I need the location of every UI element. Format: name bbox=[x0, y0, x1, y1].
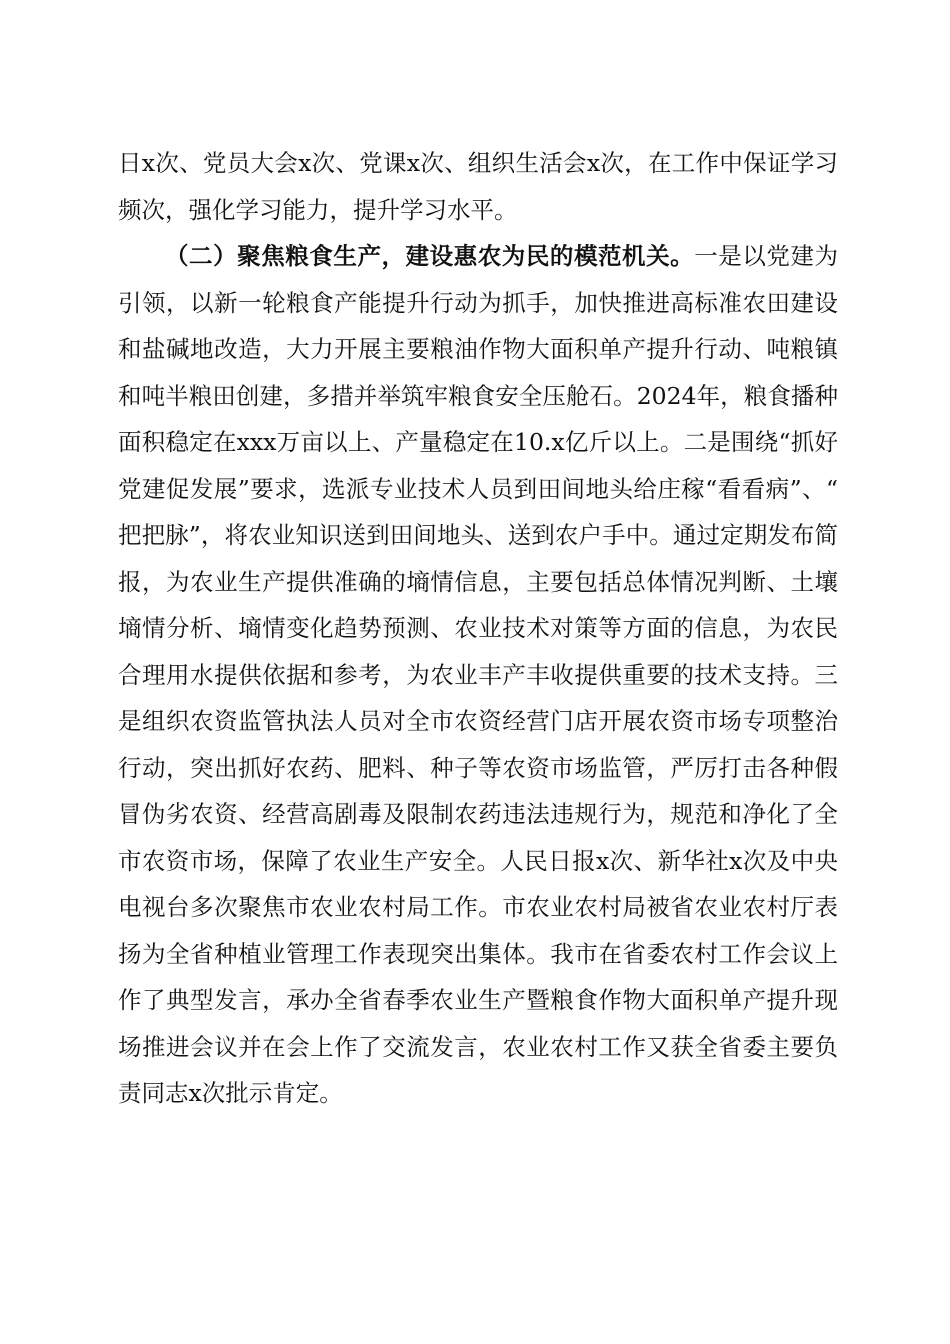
document-body bbox=[118, 140, 838, 1117]
paragraph-continuation: 日x次、党员大会x次、党课x次、组织生活会x次，在工作中保证学习频次，强化学习能力，提升学习水平。 bbox=[118, 149, 838, 224]
section-heading: （二）聚焦粮食生产，建设惠农为民的模范机关。 bbox=[165, 242, 695, 270]
section-body: 一是以党建为引领，以新一轮粮食产能提升行动为抓手，加快推进高标准农田建设和盐碱地改造，大力开展主要粮油作物大面积单产提升行动、吨粮镇和吨半粮田创建，多措并举筑牢粮食安全压舱石。2024年，粮食播种面积稳定在xxx万亩以上、产量稳定在10.x亿斤以上。二是围绕“抓好党建促发展”要求，选派专业技术人员到田间地头给庄稼“看看病”、“把把脉”，将农业知识送到田间地头、送到农户手中。通过定期发布简报，为农业生产提供准确的墒情信息，主要包括总体情况判断、土壤墒情分析、墒情变化趋势预测、农业技术对策等方面的信息，为农民合理用水提供依据和参考，为农业丰产丰收提供重要的技术支持。三是组织农资监管执法人员对全市农资经营门店开展农资市场专项整治行动，突出抓好农药、肥料、种子等农资市场监管，严厉打击各种假冒伪劣农资、经营高剧毒及限制农药违法违规行为，规范和净化了全市农资市场，保障了农业生产安全。人民日报x次、新华社x次及中央电视台多次聚焦市农业农村局工作。市农业农村局被省农业农村厅表扬为全省种植业管理工作表现突出集体。我市在省委农村工作会议上作了典型发言，承办全省春季农业生产暨粮食作物大面积单产提升现场推进会议并在会上作了交流发言，农业农村工作又获全省委主要负责同志x次批示肯定。 bbox=[118, 242, 839, 1107]
paragraph-section-two bbox=[118, 233, 838, 1117]
